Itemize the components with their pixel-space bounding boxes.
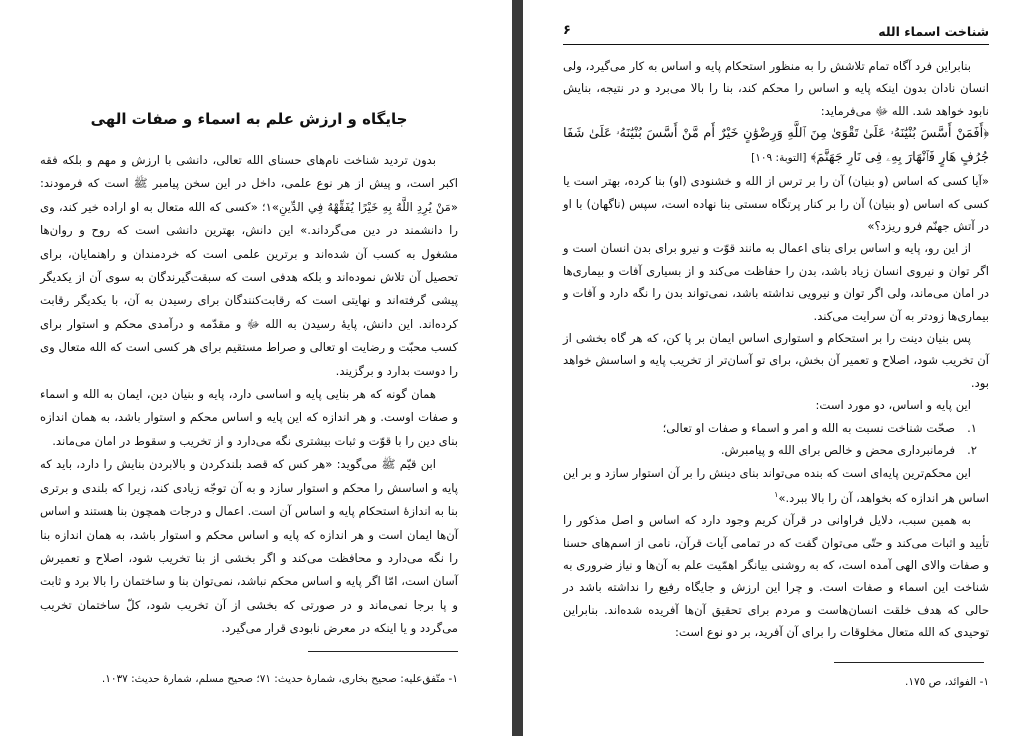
verse-translation: «آیا کسی که اساس (و بنیان) آن را بر ترس از الله و خشنودی (او) بنا کرده، بهتر است یا کسی که اساس (و بنیان) آن را بر کنار پرتگاه سستی بنا نهاده است، سپس (ناگهان) با او در آتش جهنّم فرو ریزد؟» <box>563 174 989 234</box>
paragraph: از این رو، پایه و اساس برای بنای اعمال به مانند قوّت و نیرو برای بدن انسان است و اگر توان و نیروی انسان زیاد باشد، بدن را حفاظت می‌کند و از بسیاری آفات و بیماری‌ها در امان می‌ماند، ولی اگر توان و نیرویی نداشته باشد، نمی‌تواند بدن را نگه دارد و آفات و بیماری‌ها زودتر به آن سرایت می‌کند. <box>563 241 989 323</box>
paragraph: به همین سبب، دلایل فراوانی در قرآن کریم وجود دارد که اساس و اصل مذکور را تأیید و اثبات می‌کند و حتّی می‌توان گفت که در تمامی آیات قرآن، نامی از اسم‌های حسنا و صفات والای الهی آمده است، که به روشنی بیانگر اهمّیت علم به آن‌ها و نیاز ضروری به شناخت این اسماء و صفات است. و چرا این ارزش و جایگاه رفیع را نداشته باشد در حالی که هدف خلقت انسان‌هاست و مردم برای تحقیق آن‌ها آفریده شده‌اند. بنابراین توحیدی که الله متعال مخلوقات را برای آن آفرید، بر دو نوع است: <box>563 513 989 640</box>
verse-text: ﴿أَفَمَنْ أَسَّسَ بُنْيَٰنَهُۥ عَلَىٰ تَقْوَىٰ مِنَ ٱللَّهِ وَرِضْوَٰنٍ خَيْرٌ أَم مَّنْ أَسَّسَ بُنْيَٰنَهُۥ عَلَىٰ شَفَا جُرُفٍ هَارٍ فَٱنْهَارَ بِهِۦ فِى نَارِ جَهَنَّمَ﴾ <box>563 126 989 166</box>
right-page <box>523 0 1024 736</box>
paragraph: همان گونه که هر بنایی پایه و اساسی دارد، پایه و بنیان دین، ایمان به الله و اسماء و صفات اوست. و هر اندازه که این پایه و اساس محکم و استوار باشد، به همان اندازه بنای دین را با قوّت و ثبات بیشتری نگه می‌دارد و از تخریب و سقوط در امان می‌ماند. <box>40 387 458 448</box>
list-intro: این پایه و اساس، دو مورد است: <box>815 398 971 413</box>
footnote-marker: ١ <box>774 489 779 499</box>
quran-verse <box>563 122 989 170</box>
footnote-divider <box>308 651 458 652</box>
paragraph: ابن قیّم ﷺ می‌گوید: «هر کس که قصد بلندکردن و بالابردن بنایش را دارد، باید که پایه و اساسش را محکم و استوار سازد و به آن توجّه زیادی کند، زیرا که بلندی و برتری بنا به اندازهٔ استحکام پایه و اساس آن است. اعمال و درجات همچون بنا هستند و اساس آن‌ها ایمان است و هر اندازه که پایه و اساس محکم و استوار باشد، به همان اندازه بنا را نگه می‌دارد و محافظت می‌کند و اگر بخشی از بنا تخریب شود، اصلاح و تعمیرش آسان است، امّا اگر پایه و اساس محکم نباشد، نمی‌توان بنا و ساختمان را بالا برد و ثابت و پا برجا نمی‌ماند و در صورتی که بخشی از آن تخریب شود، کلّ ساختمان تخریب می‌گردد و یا اینکه در معرض نابودی قرار می‌گیرد. <box>40 457 458 636</box>
footnote: ١- متّفق‌علیه: صحیح بخاری، شمارهٔ حدیث: ٧١؛ صحیح مسلم، شمارهٔ حدیث: ١٠٣٧. <box>101 673 458 685</box>
paragraph <box>563 462 989 510</box>
list-item <box>563 417 989 439</box>
paragraph-text: این محکم‌ترین پایه‌ای است که بنده می‌تواند بنای دینش را بر آن استوار سازد و بر این اساس هر اندازه که بخواهد، آن را بالا ببرد.» <box>563 465 989 505</box>
running-header <box>563 22 989 45</box>
section-title: جایگاه و ارزش علم به اسماء و صفات الهی <box>90 110 408 128</box>
footnote-divider <box>834 662 984 663</box>
paragraph: پس بنیان دینت را بر استحکام و استواری اساس ایمان بر پا کن، که هر گاه بخشی از آن تخریب شود، اصلاح و تعمیر آن بخش، برای تو آسان‌تر از تخریب پایه و اساسش خواهد بود. <box>563 331 989 390</box>
verse-reference: [التوبة: ١٠٩] <box>751 152 807 165</box>
list-text: فرمانبرداری محض و خالص برای الله و پیامبرش. <box>720 443 955 458</box>
list-number: ١. <box>967 420 977 435</box>
paragraph: بنابراین فرد آگاه تمام تلاشش را به منظور استحکام پایه و اساس به کار می‌گیرد، ولی انسان نادان بدون اینکه پایه و اساس را محکم کند، بنا را بالا می‌برد و در نتیجه، بنایش نابود خواهد شد. الله ﷻ می‌فرماید: <box>563 59 989 118</box>
list-number: ٢. <box>967 443 977 458</box>
list-item <box>563 439 989 461</box>
left-page-body <box>40 149 458 641</box>
list-text: صحّت شناخت نسبت به الله و امر و اسماء و صفات او تعالی؛ <box>662 420 955 435</box>
page-gutter <box>512 0 523 736</box>
running-title: شناخت اسماء الله <box>878 24 989 39</box>
footnote: ١- الفوائد، ص ١٧٥. <box>905 676 989 688</box>
paragraph: بدون تردید شناخت نام‌های حسنای الله تعالی، دانشی با ارزش و مهم و بلکه فقه اکبر است، و پیش از هر نوع علمی، داخل در این سخن پیامبر ﷺ است که فرمودند: «مَنْ يُرِدِ اللَّهُ بِهِ خَيْرًا يُفَقِّهْهُ فِي الدِّينِ»١؛ «کسی که الله متعال به او اراده خیر کند، وی را دانشمند در دین می‌گرداند.» این دانش، بهترین دانشی است که روح و روان‌ها مشغول به کسب آن شده‌اند و برترین علمی است که خردمندان و راهنمایان، برای تحصیل آن تلاش نموده‌اند و بلکه هدفی است که سبقت‌گیرندگان به سوی آن از یکدیگر پیشی گرفته‌اند و نهایتی است که رقابت‌کنندگان برای رسیدن به آن، با یکدیگر رقابت کرده‌اند. این دانش، پایهٔ رسیدن به الله ﷻ و مقدّمه و درآمدی محکم و استوار برای کسب محبّت و رضایت او تعالی و صراط مستقیم برای هر کسی است که الله متعال وی را دوست بدارد و برگزیند. <box>40 153 458 378</box>
page-number: ۶ <box>563 23 571 38</box>
right-page-body <box>563 55 989 644</box>
